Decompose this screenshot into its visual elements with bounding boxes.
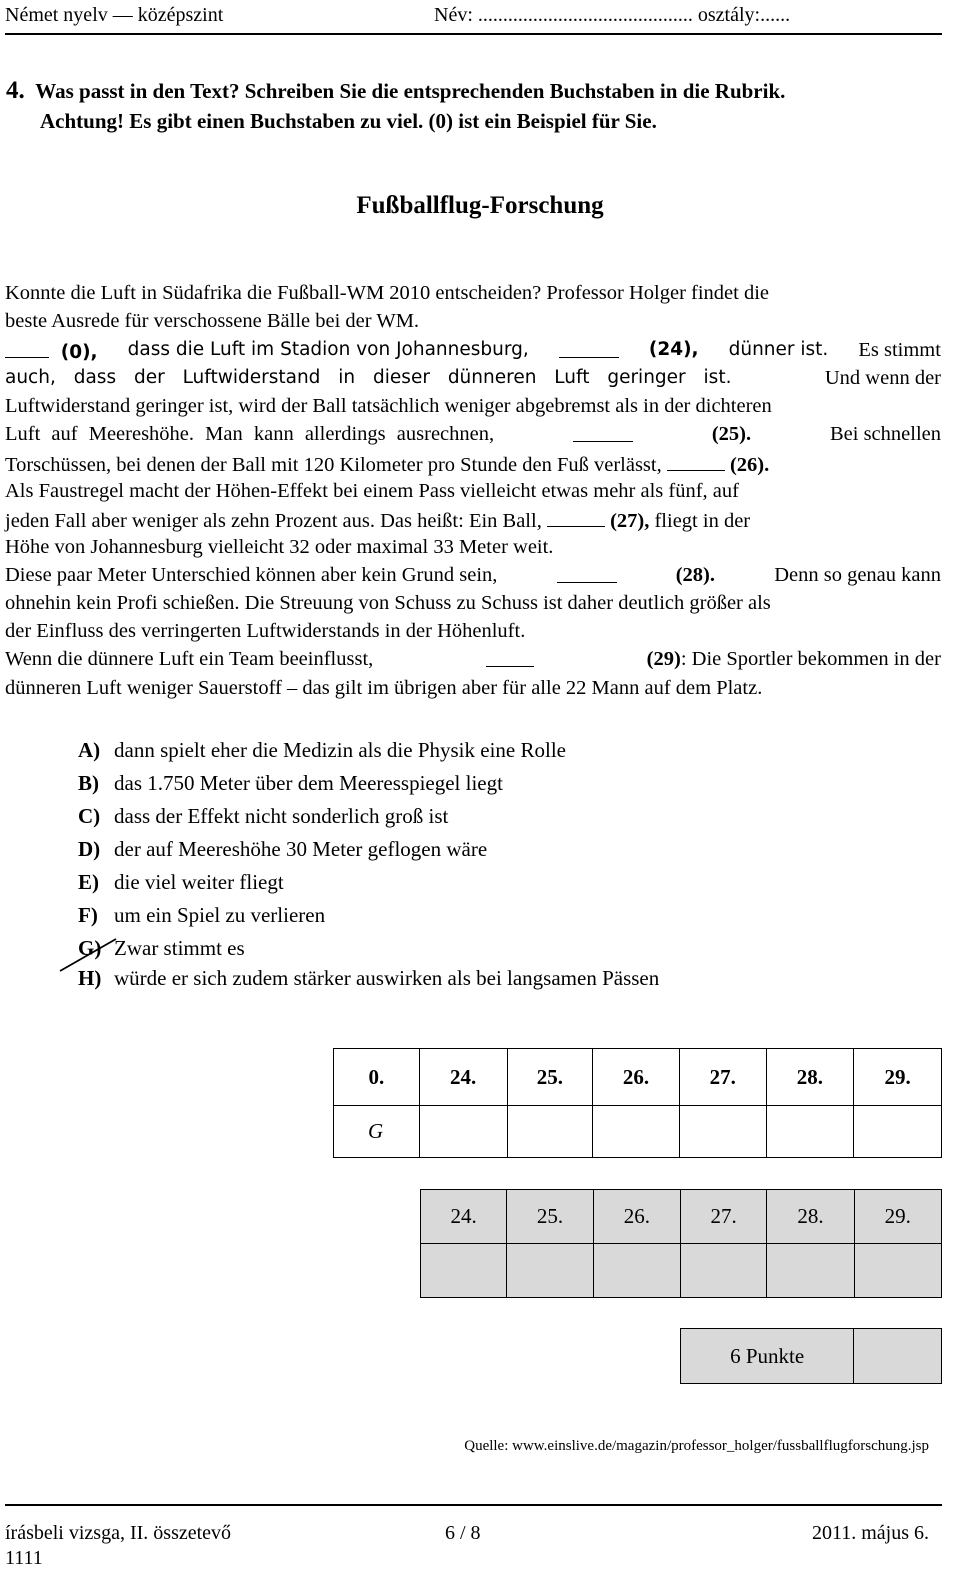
- score-table: [420, 1189, 942, 1298]
- gap-label-26: (26).: [729, 454, 770, 476]
- option-text: würde er sich zudem stärker auswirken als bei langsamen Pässen: [114, 966, 660, 990]
- article-line-5: Luftwiderstand geringer ist, wird der Ball tatsächlich weniger abgebremst als in der dichteren: [5, 395, 772, 417]
- answer-cell-27[interactable]: [679, 1106, 766, 1158]
- points-table: [680, 1328, 942, 1384]
- points-cell: [854, 1329, 942, 1384]
- text-segment: Und wenn der: [824, 367, 941, 389]
- instruction-line-1: Was passt in den Text? Schreiben Sie die entsprechenden Buchstaben in die Rubrik.: [35, 79, 786, 103]
- gap-label-29: (29): [646, 648, 681, 670]
- gap-label-27: (27),: [610, 510, 650, 532]
- header-rule: [5, 33, 942, 35]
- article-line-6: [5, 423, 941, 446]
- gap-label-24: (24),: [648, 339, 699, 360]
- article-line-10: Höhe von Johannesburg vielleicht 32 oder maximal 33 Meter weit.: [5, 536, 554, 558]
- answer-cell-26[interactable]: [593, 1106, 680, 1158]
- article-line-3: [5, 339, 941, 363]
- answer-header-0: 0.: [334, 1049, 420, 1106]
- option-d: [78, 837, 487, 862]
- text-segment: Diese paar Meter Unterschied können aber kein Grund sein,: [5, 564, 498, 586]
- option-letter: E): [78, 870, 99, 894]
- article-line-4: [5, 367, 941, 390]
- gap-label-28: (28).: [675, 564, 716, 586]
- blank-27: [547, 508, 605, 527]
- article-line-12: ohnehin kein Profi schießen. Die Streuung von Schuss zu Schuss ist daher deutlich größer als: [5, 592, 771, 614]
- option-text: um ein Spiel zu verlieren: [114, 903, 326, 927]
- article-line-2: beste Ausrede für verschossene Bälle bei der WM.: [5, 310, 420, 332]
- answer-header-28: 28.: [766, 1049, 854, 1106]
- score-cell-24: [421, 1244, 507, 1298]
- article-line-11: [5, 564, 941, 587]
- text-segment: Es stimmt: [858, 339, 941, 361]
- option-letter: B): [78, 771, 99, 795]
- text-segment: Denn so genau kann: [774, 564, 941, 586]
- option-text: das 1.750 Meter über dem Meeresspiegel liegt: [114, 771, 503, 795]
- text-segment: Bei schnellen: [829, 423, 941, 445]
- answer-cell-28[interactable]: [766, 1106, 854, 1158]
- text-segment: fliegt in der: [654, 510, 751, 532]
- blank-29: [486, 648, 534, 667]
- option-b: [78, 771, 503, 796]
- answer-cell-24[interactable]: [419, 1106, 507, 1158]
- score-header-26: 26.: [593, 1190, 680, 1244]
- option-letter: F): [78, 903, 98, 927]
- score-cell-29: [854, 1244, 941, 1298]
- score-header-27: 27.: [680, 1190, 766, 1244]
- text-segment: Torschüssen, bei denen der Ball mit 120 Kilometer pro Stunde den Fuß verlässt,: [5, 454, 662, 476]
- article-line-15: dünneren Luft weniger Sauerstoff – das gilt im übrigen aber für alle 22 Mann auf dem Platz.: [5, 677, 763, 699]
- option-e: [78, 870, 284, 895]
- score-cell-25: [507, 1244, 593, 1298]
- option-a: [78, 738, 566, 763]
- article-line-7: [5, 452, 941, 477]
- blank-28: [557, 564, 617, 583]
- blank-25: [573, 423, 633, 442]
- answer-cell-29[interactable]: [854, 1106, 942, 1158]
- gap-label-25: (25).: [711, 423, 752, 445]
- score-cell-26: [593, 1244, 680, 1298]
- score-header-25: 25.: [507, 1190, 593, 1244]
- text-segment: jeden Fall aber weniger als zehn Prozent aus. Das heißt: Ein Ball,: [5, 510, 542, 532]
- article-line-14: [5, 648, 941, 671]
- blank-0: [5, 339, 49, 358]
- score-cell-27: [680, 1244, 766, 1298]
- footer-exam-label: írásbeli vizsga, II. összetevő: [5, 1522, 232, 1544]
- footer-page-number: 6 / 8: [445, 1522, 481, 1544]
- gap-label-0: (0),: [60, 342, 98, 363]
- score-header-24: 24.: [421, 1190, 507, 1244]
- answer-header-27: 27.: [679, 1049, 766, 1106]
- option-text: die viel weiter fliegt: [114, 870, 284, 894]
- option-letter: D): [78, 837, 101, 861]
- text-segment: : Die Sportler bekommen in der: [680, 648, 941, 670]
- blank-26: [667, 452, 725, 471]
- article-line-1: Konnte die Luft in Südafrika die Fußball-WM 2010 entscheiden? Professor Holger findet die: [5, 282, 770, 304]
- instruction-line-2: Achtung! Es gibt einen Buchstaben zu viel. (0) ist ein Beispiel für Sie.: [40, 109, 657, 133]
- strikethrough-mark: [58, 935, 118, 975]
- article-line-9: [5, 508, 941, 533]
- option-letter: G): [78, 936, 102, 960]
- answer-header-29: 29.: [854, 1049, 942, 1106]
- article-line-8: Als Faustregel macht der Höhen-Effekt bei einem Pass vielleicht etwas mehr als fünf, auf: [5, 480, 739, 502]
- text-segment: dass die Luft im Stadion von Johannesburg,: [127, 339, 529, 360]
- answer-header-26: 26.: [593, 1049, 680, 1106]
- answer-cell-0: G: [334, 1106, 420, 1158]
- answer-table: [333, 1048, 942, 1158]
- text-segment: dünner ist.: [728, 339, 829, 360]
- answer-cell-25[interactable]: [507, 1106, 593, 1158]
- blank-24: [559, 339, 619, 358]
- task-instruction: [6, 76, 936, 136]
- article-title: Fußballflug-Forschung: [356, 192, 604, 219]
- option-f: [78, 903, 325, 928]
- answer-header-25: 25.: [507, 1049, 593, 1106]
- option-letter: C): [78, 804, 101, 828]
- header-subject: Német nyelv — középszint: [5, 4, 224, 26]
- option-c: [78, 804, 448, 829]
- footer-code: 1111: [5, 1547, 43, 1569]
- header-name-class-field: Név: ........................................... osztály:......: [434, 4, 791, 26]
- score-header-29: 29.: [854, 1190, 941, 1244]
- option-letter: A): [78, 738, 101, 762]
- source-citation: Quelle: www.einslive.de/magazin/professor_holger/fussballflugforschung.jsp: [464, 1438, 929, 1454]
- answer-header-24: 24.: [419, 1049, 507, 1106]
- option-text: dann spielt eher die Medizin als die Physik eine Rolle: [114, 738, 566, 762]
- score-cell-28: [767, 1244, 854, 1298]
- task-number: 4.: [6, 77, 25, 104]
- score-header-28: 28.: [767, 1190, 854, 1244]
- option-text: der auf Meereshöhe 30 Meter geflogen wäre: [114, 837, 488, 861]
- option-text: dass der Effekt nicht sonderlich groß ist: [114, 804, 449, 828]
- option-h: [78, 966, 659, 991]
- points-label: 6 Punkte: [681, 1329, 854, 1384]
- text-segment: auch, dass der Luftwiderstand in dieser dünneren Luft geringer ist.: [5, 367, 732, 388]
- text-segment: Luft auf Meereshöhe. Man kann allerdings ausrechnen,: [5, 423, 495, 445]
- text-segment: Wenn die dünnere Luft ein Team beeinflusst,: [5, 648, 374, 670]
- article-line-13: der Einfluss des verringerten Luftwiderstands in der Höhenluft.: [5, 620, 526, 642]
- option-letter: H): [78, 966, 102, 990]
- footer-date: 2011. május 6.: [811, 1522, 929, 1544]
- option-text: Zwar stimmt es: [114, 936, 245, 960]
- footer-rule: [5, 1504, 942, 1506]
